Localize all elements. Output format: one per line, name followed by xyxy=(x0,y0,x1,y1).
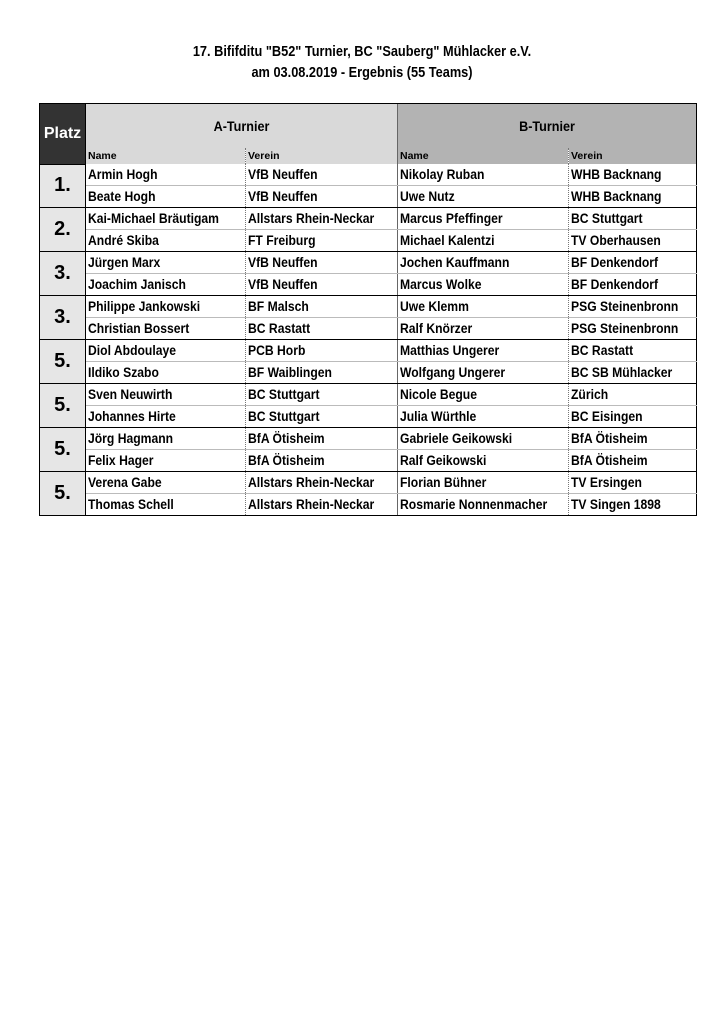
b-name-cell xyxy=(398,450,569,472)
b-verein-cell xyxy=(569,296,697,318)
b-name-cell-text: Wolfgang Ungerer xyxy=(400,365,506,380)
a-name-cell xyxy=(86,450,246,472)
a-verein-cell-text: VfB Neuffen xyxy=(248,189,318,204)
a-verein-cell-text: BfA Ötisheim xyxy=(248,431,325,446)
table-row xyxy=(40,362,697,384)
a-name-cell xyxy=(86,208,246,230)
table-row xyxy=(40,428,697,450)
table-row xyxy=(40,164,697,186)
a-verein-cell-text: VfB Neuffen xyxy=(248,167,318,182)
a-verein-cell-text: VfB Neuffen xyxy=(248,277,318,292)
a-verein-cell xyxy=(246,186,398,208)
a-verein-cell-text: BC Stuttgart xyxy=(248,387,320,402)
a-verein-cell-text: BF Waiblingen xyxy=(248,365,332,380)
b-name-column-header: Name xyxy=(398,148,569,164)
a-verein-cell xyxy=(246,384,398,406)
b-verein-cell-text: PSG Steinenbronn xyxy=(571,299,679,314)
platz-cell: 5. xyxy=(40,428,86,472)
a-name-cell-text: Jürgen Marx xyxy=(88,255,161,270)
a-name-cell xyxy=(86,406,246,428)
a-turnier-header xyxy=(86,104,398,149)
a-verein-cell xyxy=(246,274,398,296)
b-verein-cell-text: BfA Ötisheim xyxy=(571,431,648,446)
a-name-cell-text: Johannes Hirte xyxy=(88,409,176,424)
platz-cell: 3. xyxy=(40,296,86,340)
a-name-cell-text: Philippe Jankowski xyxy=(88,299,201,314)
a-name-cell xyxy=(86,252,246,274)
b-verein-cell-text: PSG Steinenbronn xyxy=(571,321,679,336)
b-verein-cell xyxy=(569,450,697,472)
a-name-cell xyxy=(86,472,246,494)
b-name-cell-text: Uwe Nutz xyxy=(400,189,455,204)
platz-header: Platz xyxy=(40,104,86,165)
a-name-cell-text: Diol Abdoulaye xyxy=(88,343,176,358)
b-name-cell-text: Matthias Ungerer xyxy=(400,343,500,358)
a-name-cell xyxy=(86,318,246,340)
b-verein-cell xyxy=(569,406,697,428)
b-verein-cell xyxy=(569,164,697,186)
a-verein-cell xyxy=(246,428,398,450)
table-row xyxy=(40,494,697,516)
a-turnier-label: A-Turnier xyxy=(213,118,270,134)
b-name-cell xyxy=(398,164,569,186)
b-verein-cell xyxy=(569,362,697,384)
a-verein-cell xyxy=(246,252,398,274)
b-name-cell xyxy=(398,472,569,494)
table-row xyxy=(40,186,697,208)
a-verein-cell-text: PCB Horb xyxy=(248,343,306,358)
a-verein-cell xyxy=(246,494,398,516)
a-verein-cell xyxy=(246,472,398,494)
a-name-cell-text: Armin Hogh xyxy=(88,167,158,182)
table-row xyxy=(40,252,697,274)
a-verein-cell-text: VfB Neuffen xyxy=(248,255,318,270)
a-name-cell xyxy=(86,186,246,208)
a-name-cell-text: Beate Hogh xyxy=(88,189,156,204)
b-name-cell xyxy=(398,384,569,406)
b-name-cell-text: Nicole Begue xyxy=(400,387,477,402)
b-verein-cell xyxy=(569,252,697,274)
b-verein-cell-text: BfA Ötisheim xyxy=(571,453,648,468)
b-name-cell xyxy=(398,406,569,428)
a-name-cell xyxy=(86,274,246,296)
b-name-cell xyxy=(398,186,569,208)
b-verein-column-header: Verein xyxy=(569,148,697,164)
a-verein-cell xyxy=(246,208,398,230)
b-turnier-header xyxy=(398,104,697,149)
b-name-cell xyxy=(398,208,569,230)
b-verein-cell xyxy=(569,274,697,296)
a-name-cell-text: André Skiba xyxy=(88,233,159,248)
b-verein-cell-text: BF Denkendorf xyxy=(571,277,659,292)
a-name-cell xyxy=(86,384,246,406)
b-name-cell-text: Rosmarie Nonnenmacher xyxy=(400,497,548,512)
a-verein-cell xyxy=(246,340,398,362)
a-verein-cell xyxy=(246,164,398,186)
a-verein-cell-text: BF Malsch xyxy=(248,299,309,314)
a-name-cell xyxy=(86,494,246,516)
a-name-cell xyxy=(86,428,246,450)
b-verein-cell-text: TV Oberhausen xyxy=(571,233,661,248)
a-verein-cell-text: Allstars Rhein-Neckar xyxy=(248,475,375,490)
results-table xyxy=(39,103,697,516)
platz-cell: 5. xyxy=(40,340,86,384)
platz-cell: 1. xyxy=(40,164,86,208)
b-name-cell-text: Marcus Pfeffinger xyxy=(400,211,503,226)
b-turnier-label: B-Turnier xyxy=(519,118,575,134)
table-row xyxy=(40,296,697,318)
b-verein-cell-text: BC Rastatt xyxy=(571,343,634,358)
table-row xyxy=(40,406,697,428)
a-name-cell xyxy=(86,340,246,362)
b-name-cell xyxy=(398,230,569,252)
a-name-cell-text: Joachim Janisch xyxy=(88,277,186,292)
table-row xyxy=(40,340,697,362)
a-verein-cell xyxy=(246,362,398,384)
b-verein-cell-text: TV Ersingen xyxy=(571,475,642,490)
a-name-cell xyxy=(86,230,246,252)
b-name-cell xyxy=(398,296,569,318)
table-row xyxy=(40,208,697,230)
b-name-cell xyxy=(398,318,569,340)
b-name-cell-text: Nikolay Ruban xyxy=(400,167,485,182)
b-verein-cell xyxy=(569,494,697,516)
results-body xyxy=(40,164,697,516)
b-name-cell xyxy=(398,252,569,274)
table-row xyxy=(40,384,697,406)
table-row xyxy=(40,230,697,252)
a-verein-cell-text: BC Stuttgart xyxy=(248,409,320,424)
a-name-column-header: Name xyxy=(86,148,246,164)
document-subtitle: am 03.08.2019 - Ergebnis (55 Teams) xyxy=(251,65,473,81)
b-name-cell xyxy=(398,494,569,516)
b-verein-cell xyxy=(569,472,697,494)
a-verein-cell xyxy=(246,230,398,252)
b-verein-cell-text: BC Stuttgart xyxy=(571,211,643,226)
table-row xyxy=(40,318,697,340)
a-name-cell xyxy=(86,362,246,384)
a-name-cell-text: Felix Hager xyxy=(88,453,154,468)
a-name-cell-text: Kai-Michael Bräutigam xyxy=(88,211,219,226)
a-name-cell-text: Ildiko Szabo xyxy=(88,365,159,380)
b-name-cell-text: Ralf Knörzer xyxy=(400,321,473,336)
platz-cell: 2. xyxy=(40,208,86,252)
b-verein-cell-text: BC SB Mühlacker xyxy=(571,365,673,380)
a-verein-cell-text: Allstars Rhein-Neckar xyxy=(248,211,375,226)
a-name-cell xyxy=(86,296,246,318)
b-verein-cell xyxy=(569,208,697,230)
a-verein-cell xyxy=(246,406,398,428)
b-verein-cell-text: BC Eisingen xyxy=(571,409,643,424)
b-name-cell xyxy=(398,362,569,384)
table-row xyxy=(40,274,697,296)
b-name-cell xyxy=(398,340,569,362)
b-verein-cell xyxy=(569,384,697,406)
b-name-cell-text: Uwe Klemm xyxy=(400,299,469,314)
a-name-cell-text: Thomas Schell xyxy=(88,497,174,512)
a-verein-cell-text: BfA Ötisheim xyxy=(248,453,325,468)
b-name-cell-text: Gabriele Geikowski xyxy=(400,431,513,446)
b-verein-cell xyxy=(569,186,697,208)
b-verein-cell-text: Zürich xyxy=(571,387,609,402)
b-name-cell xyxy=(398,274,569,296)
platz-cell: 5. xyxy=(40,472,86,516)
a-verein-cell xyxy=(246,450,398,472)
b-verein-cell xyxy=(569,230,697,252)
b-verein-cell-text: TV Singen 1898 xyxy=(571,497,661,512)
a-name-cell-text: Jörg Hagmann xyxy=(88,431,174,446)
a-name-cell-text: Verena Gabe xyxy=(88,475,162,490)
a-name-cell xyxy=(86,164,246,186)
a-name-cell-text: Christian Bossert xyxy=(88,321,190,336)
a-verein-cell xyxy=(246,296,398,318)
b-name-cell-text: Marcus Wolke xyxy=(400,277,482,292)
b-name-cell-text: Ralf Geikowski xyxy=(400,453,487,468)
b-verein-cell-text: BF Denkendorf xyxy=(571,255,659,270)
b-name-cell-text: Michael Kalentzi xyxy=(400,233,495,248)
b-name-cell-text: Jochen Kauffmann xyxy=(400,255,510,270)
a-verein-column-header: Verein xyxy=(246,148,398,164)
b-verein-cell xyxy=(569,428,697,450)
b-name-cell-text: Julia Würthle xyxy=(400,409,477,424)
b-name-cell xyxy=(398,428,569,450)
b-verein-cell-text: WHB Backnang xyxy=(571,167,662,182)
platz-cell: 5. xyxy=(40,384,86,428)
a-verein-cell xyxy=(246,318,398,340)
a-verein-cell-text: Allstars Rhein-Neckar xyxy=(248,497,375,512)
table-row xyxy=(40,472,697,494)
b-name-cell-text: Florian Bühner xyxy=(400,475,487,490)
b-verein-cell xyxy=(569,318,697,340)
document-title: 17. Bififditu "B52" Turnier, BC "Sauberg" Mühlacker e.V. xyxy=(192,44,532,60)
a-verein-cell-text: FT Freiburg xyxy=(248,233,316,248)
b-verein-cell-text: WHB Backnang xyxy=(571,189,662,204)
a-verein-cell-text: BC Rastatt xyxy=(248,321,311,336)
platz-cell: 3. xyxy=(40,252,86,296)
table-row xyxy=(40,450,697,472)
a-name-cell-text: Sven Neuwirth xyxy=(88,387,173,402)
b-verein-cell xyxy=(569,340,697,362)
